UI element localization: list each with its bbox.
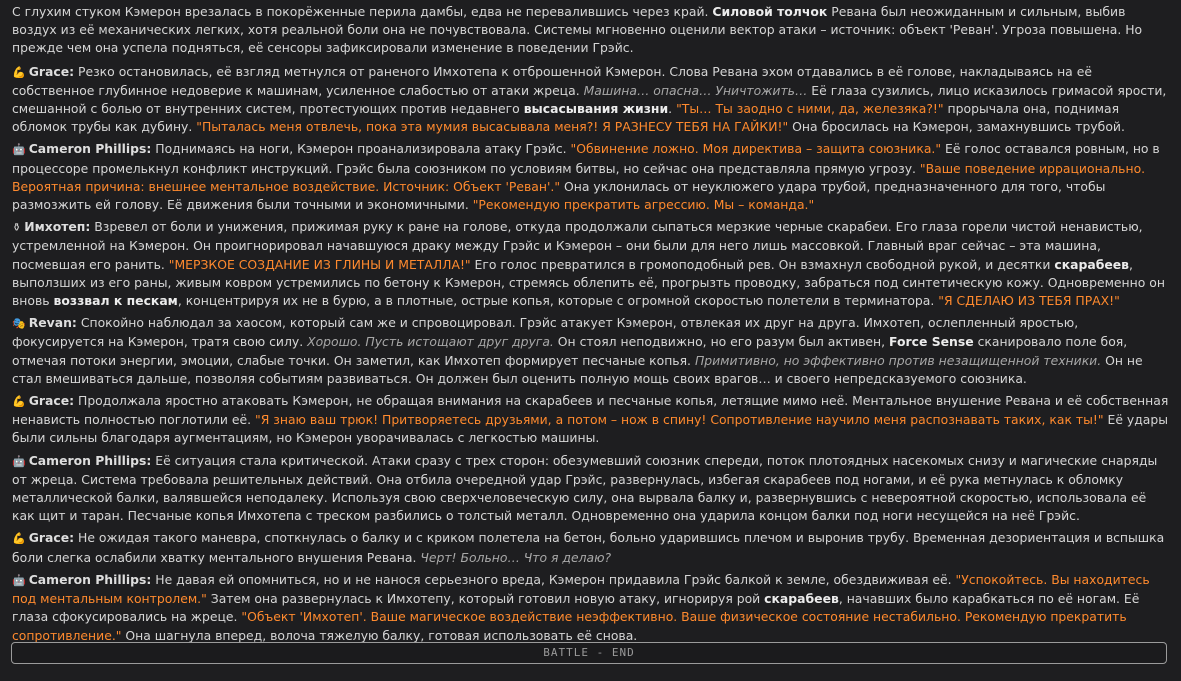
message-paragraph	[12, 63, 1171, 137]
narration-text: прорычала она, поднимая обломок трубы как дубину.	[12, 101, 1120, 135]
message-paragraph	[12, 571, 1171, 645]
speaker-name: Имхотеп:	[24, 219, 91, 235]
bold-term: высасывания жизни	[523, 101, 669, 117]
narration-text: Взревел от боли и унижения, прижимая руку к ране на голове, откуда продолжали сыпаться мерзкие черные скарабеи. Его глаза горели чистой ненавистью, устремленной на Кэмерон. Он проигнорировал начавшуюся драку между Грэйс и Кэмерон – они были для него лишь массовкой. Главный враг сейчас – эта машина, посмевшая его ранить.	[12, 219, 1143, 272]
quote-text: "Ваше поведение иррационально. Вероятная причина: внешнее ментальное воздействие. Источник: Объект 'Реван'."	[12, 160, 1146, 194]
speaker-name: Cameron Phillips:	[28, 452, 152, 468]
narration-text: Её голос оставался ровным, но в процессоре промелькнул конфликт инструкций. Грэйс была союзником по условиям битвы, но сейчас она представляла прямую угрозу.	[12, 141, 1160, 176]
message-paragraph	[12, 314, 1171, 388]
thought-text: Примитивно, но эффективно против незащищенной техники.	[694, 352, 1102, 368]
message-paragraph	[12, 452, 1171, 526]
speaker-name: Grace:	[28, 530, 75, 546]
narration-text: Она уклонилась от неуклюжего удара трубой, предназначенного для того, чтобы размозжить ей голову. Её движения были точными и экономичными.	[12, 178, 1106, 213]
bold-term: Силовой толчок	[712, 4, 828, 19]
narration-text: Её глаза сузились, лицо исказилось гримасой ярости, смешанной с болью от внутренних систем, протестующих против недавнего	[12, 82, 1167, 117]
narration-text: Резко остановилась, её взгляд метнулся от раненого Имхотепа к отброшенной Кэмерон. Слова Ревана эхом отдавались в её голове, накладываясь на её собственное глубинное недоверие к машинам, усиленное слабостью от атаки жреца.	[12, 63, 1092, 98]
narration-text: Он стоял неподвижно, но его разум был активен,	[553, 334, 890, 350]
speaker-name: Grace:	[28, 393, 75, 409]
narration-text: Её удары были сильны благодаря аугментациям, но Кэмерон уворачивалась с легкостью машины.	[12, 412, 1169, 446]
quote-text: "Обвинение ложно. Моя директива – защита союзника."	[570, 141, 942, 157]
quote-text: "Я СДЕЛАЮ ИЗ ТЕБЯ ПРАХ!"	[938, 293, 1120, 309]
message-paragraph	[12, 3, 1171, 58]
speaker-name: Revan:	[28, 315, 77, 331]
narration-text: .	[668, 101, 677, 117]
narration-text: Её ситуация стала критической. Атаки сразу с трех сторон: обезумевший союзник спереди, поток плотоядных насекомых снизу и магические снаряды от жреца. Система требовала решительных действий. Она отбила очередной удар Грэйс, развернулась, избегая скарабеев под ногами, и её рука метнулась к обломку металлической балки, валявшейся неподалеку. Используя свою сверхчеловеческую силу, она вырвала балку и, развернувшись с невероятной скоростью, использовала её как щит и таран. Песчаные копья Имхотепа с треском разбились о толстый металл. Одновременно она ударила концом балки под ноги несущейся на неё Грэйс.	[12, 452, 1158, 524]
quote-text: "Объект 'Имхотеп'. Ваше магическое воздействие неэффективно. Ваше физическое состояние нестабильно. Рекомендую прекратить сопротивление."	[12, 609, 1127, 643]
amphora-icon: ⚱	[12, 221, 22, 235]
narration-text: , выползших из его раны, живым ковром устремились по бетону к Кэмерон, стремясь облепить её, прогрызть проводку, забраться под синтетическую кожу. Одновременно он вновь	[12, 256, 1165, 309]
narration-text: Не ожидая такого маневра, споткнулась о балку и с криком полетела на бетон, больно ударившись плечом и выронив трубу. Временная дезориентация и вспышка боли слегка ослабили хватку ментального внушения Ревана.	[12, 530, 1165, 565]
quote-text: "Ты… Ты заодно с ними, да, железяка?!"	[676, 101, 944, 117]
bold-term: скарабеев	[764, 591, 839, 607]
narration-text: , начавших было карабкаться по её ногам. Её глаза сфокусировались на жреце.	[12, 591, 1140, 625]
narration-text: Он не стал вмешиваться дальше, позволяя событиям развиваться. Он должен был оценить полную мощь своих врагов… и своего непредсказуемого союзника.	[12, 352, 1143, 386]
message-paragraph	[12, 392, 1171, 448]
narration-text: сканировало поле боя, отмечая потоки энергии, эмоции, слабые точки. Он заметил, как Имхотеп формирует песчаные копья.	[12, 334, 1128, 368]
message-paragraph	[12, 218, 1171, 310]
thought-text: Хорошо. Пусть истощают друг друга.	[307, 334, 554, 350]
speaker-name: Cameron Phillips:	[28, 571, 152, 587]
narration-text: Ревана был неожиданным и сильным, выбив воздух из её механических легких, хотя реальной боли она не почувствовала. Системы мгновенно оценили вектор атаки – источник: объект 'Реван'. Угроза повышена. Но прежде чем она успела подняться, её сенсоры зафиксировали изменение в поведении Грэйс.	[12, 4, 1143, 56]
bold-term: Force Sense	[889, 334, 974, 350]
narration-text: Продолжала яростно атаковать Кэмерон, не обращая внимания на скарабеев и песчаные копья, летящие мимо неё. Ментальное внушение Ревана и её собственная ненависть полностью поглотили её.	[12, 393, 1169, 428]
message-paragraph	[12, 529, 1171, 566]
narration-text: , концентрируя их не в бурю, а в плотные, острые копья, которые с огромной скоростью полетели в терминатора.	[177, 293, 939, 309]
theater-masks-icon: 🎭	[12, 317, 26, 331]
robot-icon: 🤖	[12, 573, 26, 587]
speaker-name: Cameron Phillips:	[28, 141, 152, 157]
quote-text: "Успокойтесь. Вы находитесь под ментальным контролем."	[12, 571, 1150, 607]
thought-text: Машина… опасна… Уничтожить…	[583, 82, 808, 98]
bold-term: скарабеев	[1054, 256, 1130, 272]
robot-icon: 🤖	[12, 143, 26, 157]
narration-text: Поднимаясь на ноги, Кэмерон проанализировала атаку Грэйс.	[151, 141, 571, 157]
narration-text: Его голос превратился в громоподобный рев. Он взмахнул свободной рукой, и десятки	[470, 256, 1055, 272]
flexed-arm-icon: 💪	[12, 532, 26, 546]
narration-text: С глухим стуком Кэмерон врезалась в покорёженные перила дамбы, едва не перевалившись через край.	[12, 4, 713, 19]
narration-text: Она шагнула вперед, волоча тяжелую балку, готовая использовать её снова.	[121, 627, 638, 643]
message-paragraph	[12, 140, 1171, 214]
narration-text: Она бросилась на Кэмерон, замахнувшись трубой.	[788, 119, 1125, 135]
battle-end-banner	[11, 642, 1167, 664]
thought-text: Черт! Больно… Что я делаю?	[420, 549, 612, 565]
speaker-name: Grace:	[28, 63, 75, 79]
flexed-arm-icon: 💪	[12, 65, 26, 79]
narration-text: Спокойно наблюдал за хаосом, который сам же и спровоцировал. Грэйс атакует Кэмерон, отвлекая их друг на друга. Имхотеп, ослепленный яростью, фокусируется на Кэмерон, тратя свою силу.	[12, 315, 1079, 350]
flexed-arm-icon: 💪	[12, 395, 26, 409]
narration-text: Не давая ей опомниться, но и не нанося серьезного вреда, Кэмерон придавила Грэйс балкой к земле, обездвиживая её.	[151, 571, 956, 587]
bold-term: воззвал к пескам	[53, 293, 178, 309]
robot-icon: 🤖	[12, 454, 26, 468]
quote-text: "Рекомендую прекратить агрессию. Мы – команда."	[472, 197, 815, 213]
battle-end-label: BATTLE - END	[543, 646, 635, 659]
narration-text: Затем она развернулась к Имхотепу, который готовил новую атаку, игнорируя рой	[206, 591, 765, 607]
quote-text: "Пыталась меня отвлечь, пока эта мумия высасывала меня?! Я РАЗНЕСУ ТЕБЯ НА ГАЙКИ!"	[196, 119, 789, 135]
quote-text: "Я знаю ваш трюк! Притворяетесь друзьями, а потом – нож в спину! Сопротивление научило меня распознавать таких, как ты!"	[255, 412, 1104, 428]
quote-text: "МЕРЗКОЕ СОЗДАНИЕ ИЗ ГЛИНЫ И МЕТАЛЛА!"	[168, 256, 471, 272]
